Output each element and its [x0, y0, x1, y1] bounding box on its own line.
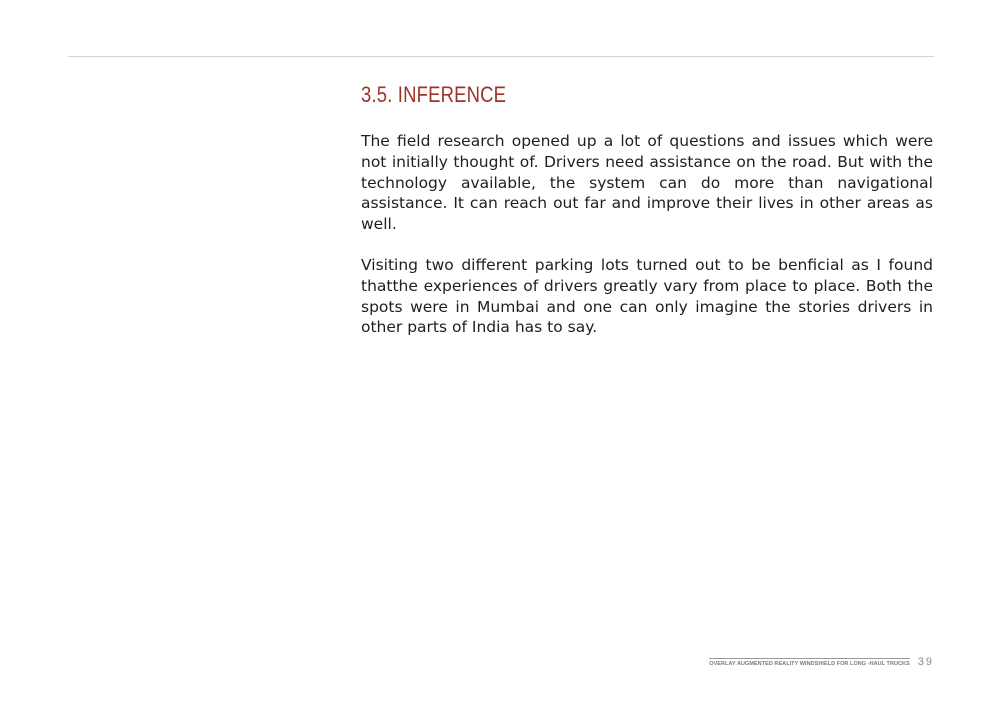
top-divider — [68, 56, 934, 57]
page-footer — [709, 656, 934, 667]
paragraph-parking-lots: Visiting two different parking lots turned out to be benficial as I found thatthe experiences of drivers greatly vary from place to place. Both the spots were in Mumbai and one can only imagine the stories drivers in other parts of India has to say. — [361, 255, 933, 337]
paragraph-field-research: The field research opened up a lot of questions and issues which were not initially thought of. Drivers need assistance on the road. But with the technology available, the system can do more than navigational assistance. It can reach out far and improve their lives in other areas as well. — [361, 132, 933, 234]
page-number: 39 — [917, 656, 934, 668]
footer-divider — [709, 658, 910, 659]
section-body — [361, 131, 933, 358]
section-heading: 3.5. INFERENCE — [361, 82, 507, 107]
footer-title-block — [709, 658, 910, 667]
footer-document-title: OVERLAY AUGMENTED REALITY WINDSHIELD FOR LONG -HAUL TRUCKS — [709, 661, 910, 667]
